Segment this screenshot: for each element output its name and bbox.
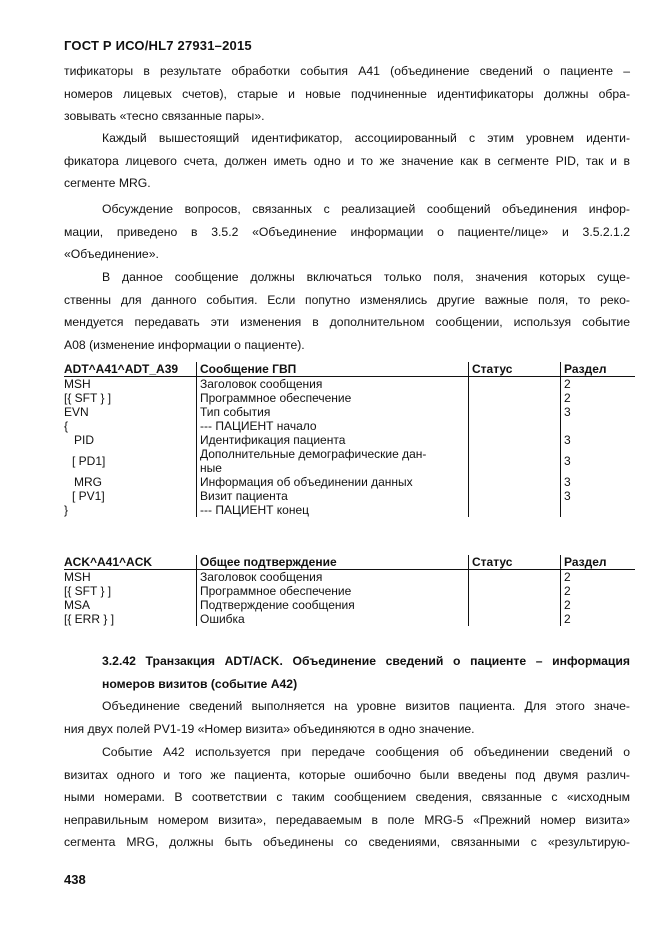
text-line: ния двух полей PV1-19 «Номер визита» объединяются в одно значение. — [64, 721, 475, 736]
text-line: номеров лицевых счетов), старые и новые подчиненные идентификаторы должны обра- — [64, 86, 630, 101]
table-row — [64, 612, 635, 626]
column-header: ADT^A41^ADT_A39 — [64, 362, 197, 377]
text-line: сегмента MRG, должны быть объединены со сведениями, связанными с «результирую- — [64, 835, 630, 850]
status-cell — [469, 405, 561, 419]
text-line: зовывать «тесно связанные пары». — [64, 109, 265, 124]
text-line: визитах одного и того же пациента, которые ошибочно были введены под двумя различ- — [64, 767, 630, 782]
table-row — [64, 447, 635, 475]
status-cell — [469, 612, 561, 626]
status-cell — [469, 433, 561, 447]
status-cell — [469, 391, 561, 405]
segment-cell: MRG — [64, 475, 197, 489]
description-cell: Ошибка — [197, 612, 469, 626]
table-row — [64, 377, 635, 392]
description-line: ные — [200, 461, 222, 475]
description-cell: --- ПАЦИЕНТ начало — [197, 419, 469, 433]
column-header: Статус — [469, 555, 561, 570]
section-cell — [561, 419, 636, 433]
description-cell: Информация об объединении данных — [197, 475, 469, 489]
paragraph-1 — [64, 60, 630, 128]
segment-cell: [ PD1] — [64, 447, 197, 475]
status-cell — [469, 503, 561, 517]
section-cell: 2 — [564, 612, 571, 626]
description-cell: Программное обеспечение — [197, 391, 469, 405]
text-line: «Объединение». — [64, 247, 159, 262]
segment-cell: EVN — [64, 405, 197, 419]
table-row — [64, 419, 635, 433]
column-header: Статус — [469, 362, 561, 377]
section-cell: 2 — [564, 391, 571, 405]
status-cell — [469, 419, 561, 433]
description-cell: --- ПАЦИЕНТ конец — [197, 503, 469, 517]
section-cell: 3 — [564, 405, 571, 419]
table-row — [64, 433, 635, 447]
text-line: Событие A42 используется при передаче сообщения об объединении сведений о — [102, 745, 630, 759]
section-cell: 3 — [564, 454, 571, 468]
segment-cell: MSA — [64, 598, 197, 612]
column-header: Раздел — [561, 555, 636, 570]
status-cell — [469, 489, 561, 503]
table-header-row — [64, 555, 635, 570]
section-cell — [561, 503, 636, 517]
table-row — [64, 405, 635, 419]
segment-cell: } — [64, 503, 197, 517]
heading-line: 3.2.42 Транзакция ADT/ACK. Объединение сведений о пациенте – информация — [102, 654, 630, 668]
segment-cell: [{ ERR } ] — [64, 612, 197, 626]
description-cell: Тип события — [197, 405, 469, 419]
paragraph-5 — [64, 695, 630, 740]
description-cell: Идентификация пациента — [197, 433, 469, 447]
page-number: 438 — [64, 872, 86, 887]
description-cell — [197, 447, 469, 475]
text-line: Обсуждение вопросов, связанных с реализацией сообщений объединения инфор- — [102, 202, 630, 216]
table-header-row — [64, 362, 635, 377]
column-header: Общее подтверждение — [197, 555, 469, 570]
section-cell: 2 — [564, 598, 571, 612]
text-line: A08 (изменение информации о пациенте). — [64, 337, 305, 352]
text-line: мации, приведено в 3.5.2 «Объединение информации о пациенте/лице» и 3.5.2.1.2 — [64, 224, 630, 239]
description-cell: Визит пациента — [197, 489, 469, 503]
segment-cell: [{ SFT } ] — [64, 584, 197, 598]
text-line: В данное сообщение должны включаться только поля, значения которых суще- — [102, 270, 630, 284]
segment-cell: MSH — [64, 570, 197, 585]
description-cell: Программное обеспечение — [197, 584, 469, 598]
segment-cell: { — [64, 419, 197, 433]
table-row — [64, 570, 635, 585]
text-line: мендуется передавать эти изменения в дополнительном сообщении, используя событие — [64, 315, 630, 330]
status-cell — [469, 447, 561, 475]
table-row — [64, 598, 635, 612]
table-row — [64, 391, 635, 405]
section-cell: 2 — [564, 570, 571, 584]
message-structure-table — [64, 362, 635, 517]
section-cell: 3 — [564, 475, 571, 489]
status-cell — [469, 475, 561, 489]
status-cell — [469, 570, 561, 585]
table-row — [64, 584, 635, 598]
heading-line: номеров визитов (событие A42) — [102, 676, 298, 691]
description-cell: Подтверждение сообщения — [197, 598, 469, 612]
segment-cell: [{ SFT } ] — [64, 391, 197, 405]
page-header: ГОСТ Р ИСО/HL7 27931–2015 — [64, 38, 252, 53]
column-header: Сообщение ГВП — [197, 362, 469, 377]
status-cell — [469, 584, 561, 598]
status-cell — [469, 598, 561, 612]
text-line: ными номерами. В соответствии с таким сообщением сведения, связанные с «исходным — [64, 790, 630, 805]
description-line: Дополнительные демографические дан- — [200, 447, 427, 461]
text-line: Объединение сведений выполняется на уровне визитов пациента. Для этого значе- — [102, 699, 630, 713]
text-line: Каждый вышестоящий идентификатор, ассоциированный с этим уровнем иденти- — [102, 131, 630, 145]
paragraph-6 — [64, 741, 630, 854]
text-line: тификаторы в результате обработки события A41 (объединение сведений о пациенте – — [64, 64, 630, 78]
description-cell: Заголовок сообщения — [197, 377, 469, 392]
text-line: ственны для данного события. Если попутно изменялись другие важные поля, то реко- — [64, 292, 630, 307]
section-cell: 2 — [564, 377, 571, 391]
section-cell: 3 — [564, 489, 571, 503]
segment-cell: MSH — [64, 377, 197, 392]
column-header: ACK^A41^ACK — [64, 555, 197, 570]
paragraph-4 — [64, 266, 630, 356]
section-cell: 2 — [564, 584, 571, 598]
text-line: сегменте MRG. — [64, 176, 151, 191]
section-cell: 3 — [564, 433, 571, 447]
segment-cell: PID — [64, 433, 197, 447]
description-cell: Заголовок сообщения — [197, 570, 469, 585]
table-row — [64, 475, 635, 489]
acknowledgment-table — [64, 555, 635, 626]
text-line: неправильным номером визита», передаваемым в поле MRG-5 «Прежний номер визита» — [64, 812, 630, 827]
column-header: Раздел — [561, 362, 636, 377]
paragraph-3 — [64, 198, 630, 266]
paragraph-2 — [64, 127, 630, 195]
table-row — [64, 489, 635, 503]
section-heading — [102, 650, 630, 695]
segment-cell: [ PV1] — [64, 489, 197, 503]
status-cell — [469, 377, 561, 392]
text-line: фикатора лицевого счета, должен иметь одно и то же значение как в сегменте PID, так и в — [64, 153, 630, 168]
table-row — [64, 503, 635, 517]
